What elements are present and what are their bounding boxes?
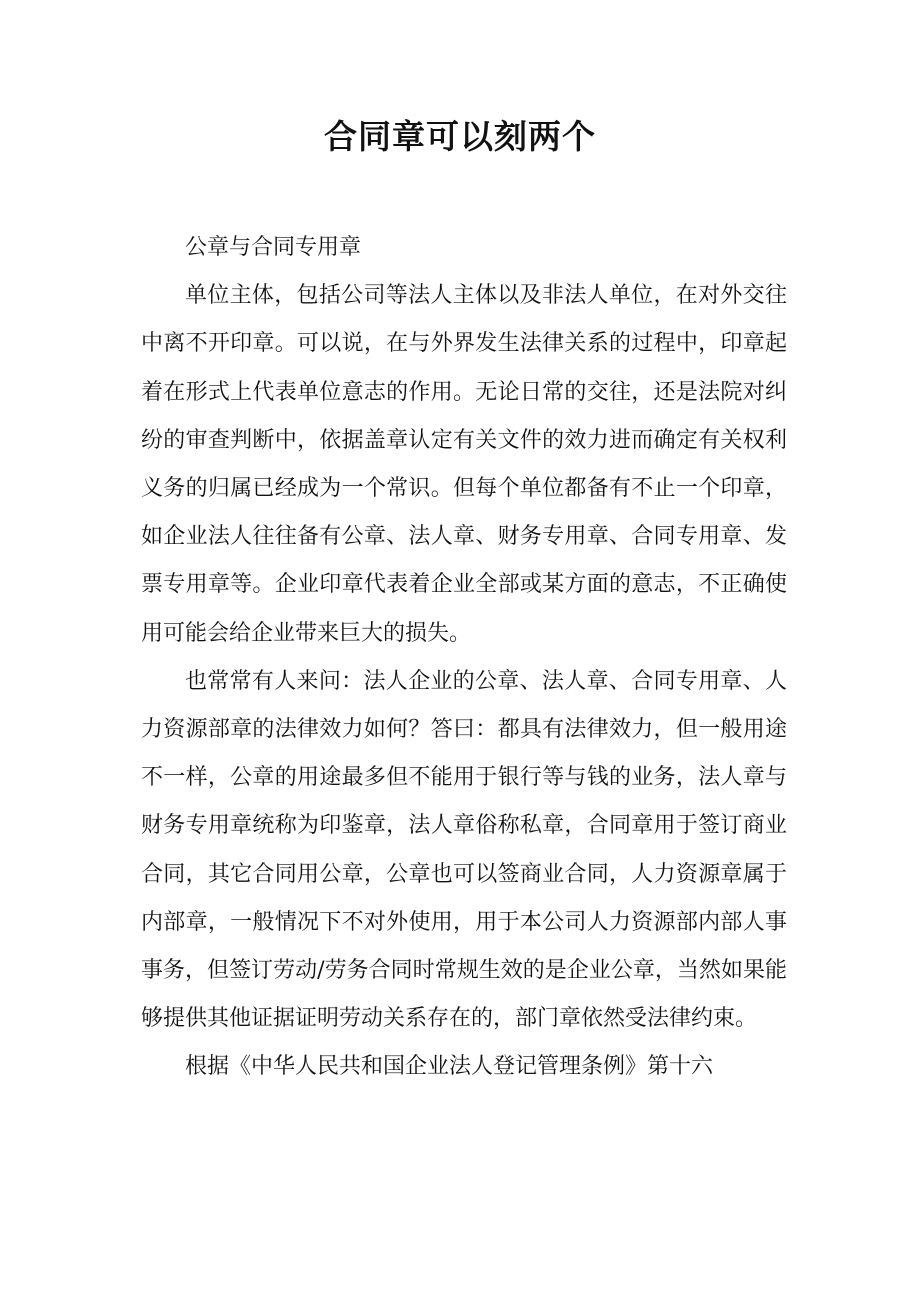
paragraph: 根据《中华人民共和国企业法人登记管理条例》第十六 bbox=[185, 1054, 714, 1080]
document-body bbox=[141, 224, 787, 1092]
paragraph-heading: 公章与合同专用章 bbox=[185, 235, 362, 260]
document-title: 合同章可以刻两个 bbox=[324, 117, 596, 156]
paragraph: 也常常有人来问：法人企业的公章、法人章、合同专用章、人力资源部章的法律效力如何？答曰：都具有法律效力，但一般用途不一样，公章的用途最多但不能用于银行等与钱的业务，法人章与财务专用章统称为印鉴章，法人章俗称私章，合同章用于签订商业合同，其它合同用公章，公章也可以签商业合同，人力资源章属于内部章，一般情况下不对外使用，用于本公司人力资源部内部人事事务，但签订劳动/劳务合同时常规生效的是企业公章，当然如果能够提供其他证据证明劳动关系存在的，部门章依然受法律约束。 bbox=[141, 668, 787, 1032]
paragraph: 单位主体，包括公司等法人主体以及非法人单位，在对外交往中离不开印章。可以说，在与外界发生法律关系的过程中，印章起着在形式上代表单位意志的作用。无论日常的交往，还是法院对纠纷的审查判断中，依据盖章认定有关文件的效力进而确定有关权利义务的归属已经成为一个常识。但每个单位都备有不止一个印章，如企业法人往往备有公章、法人章、财务专用章、合同专用章、发票专用章等。企业印章代表着企业全部或某方面的意志，不正确使用可能会给企业带来巨大的损失。 bbox=[141, 283, 787, 646]
